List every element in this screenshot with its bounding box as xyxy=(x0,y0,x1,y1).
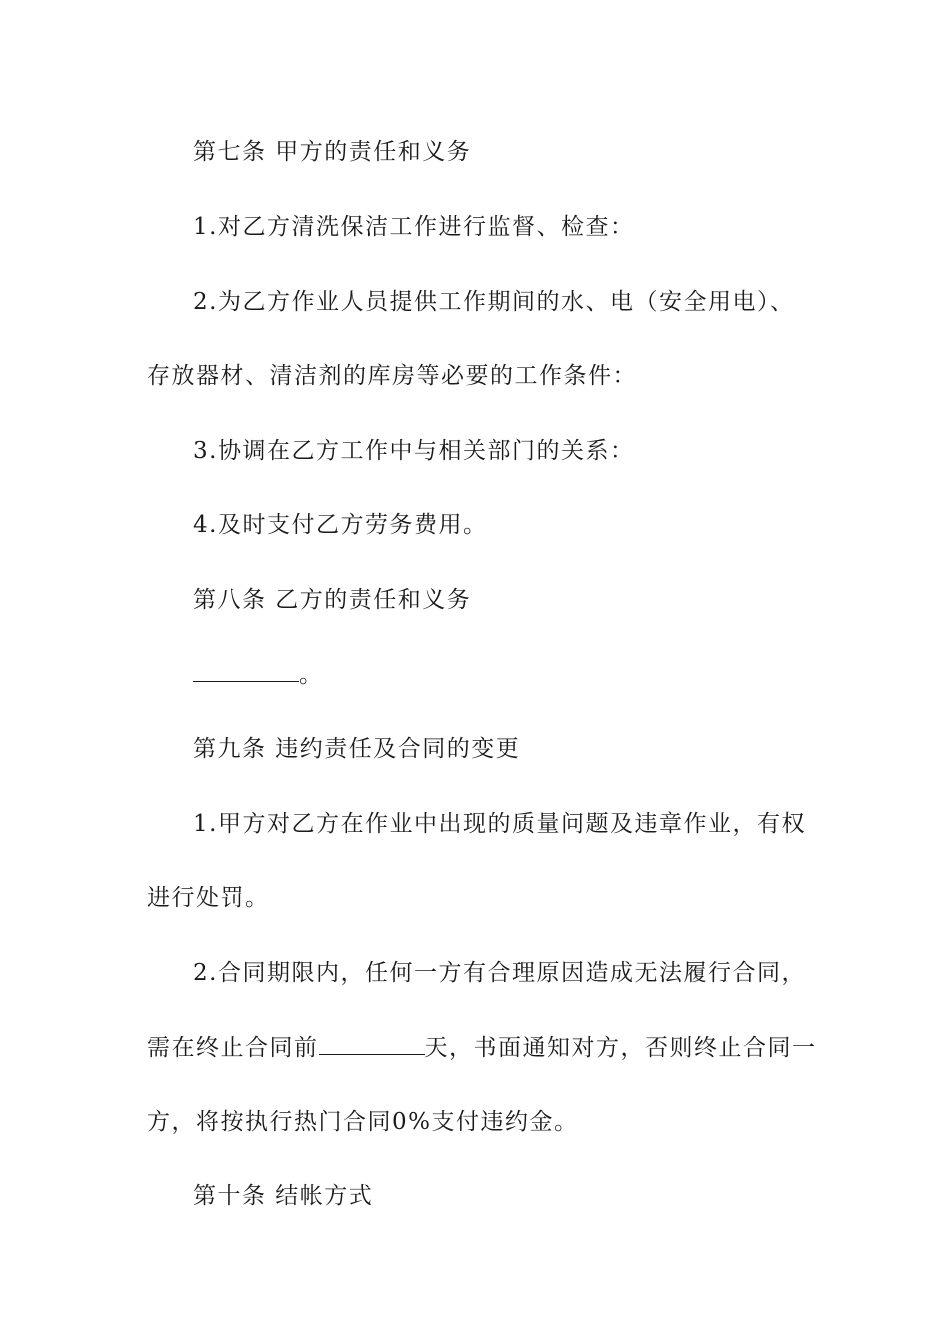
article-7-heading-text: 第七条 甲方的责任和义务 xyxy=(193,139,472,165)
article-9-heading-text: 第九条 违约责任及合同的变更 xyxy=(193,736,521,762)
notice-after-text: 天，书面通知对方，否则终止合同一 xyxy=(424,1035,817,1061)
fill-in-blank-days xyxy=(319,1032,425,1055)
article-9-item-1 xyxy=(193,809,806,839)
article-7-item-2-text: 2.为乙方作业人员提供工作期间的水、电（安全用电）、 xyxy=(193,289,795,315)
article-7-item-4 xyxy=(193,510,487,540)
article-10-heading-text: 第十条 结帐方式 xyxy=(193,1183,374,1209)
article-9-item-1-continued-text: 进行处罚。 xyxy=(147,885,270,911)
article-9-item-2 xyxy=(193,958,806,988)
article-7-item-4-text: 4.及时支付乙方劳务费用。 xyxy=(193,512,488,538)
article-9-heading xyxy=(193,734,520,764)
article-7-item-2-continued-text: 存放器材、清洁剂的库房等必要的工作条件： xyxy=(147,363,637,389)
article-7-item-3-text: 3.协调在乙方工作中与相关部门的关系： xyxy=(193,438,635,464)
article-7-item-3 xyxy=(193,436,634,466)
article-9-item-1-continued xyxy=(147,883,270,913)
article-8-heading-text: 第八条 乙方的责任和义务 xyxy=(193,587,472,613)
article-7-heading xyxy=(193,137,471,167)
article-9-item-2-continued xyxy=(147,1032,817,1063)
article-8-blank-line xyxy=(193,659,324,690)
article-8-heading xyxy=(193,585,471,615)
article-9-item-2-final xyxy=(147,1107,579,1137)
article-9-item-2-final-text: 方，将按执行热门合同0%支付违约金。 xyxy=(147,1109,579,1135)
article-10-heading xyxy=(193,1181,373,1211)
article-7-item-2 xyxy=(193,287,794,317)
article-7-item-1 xyxy=(193,212,634,242)
notice-before-text: 需在终止合同前 xyxy=(147,1035,319,1061)
article-7-item-1-text: 1.对乙方清洗保洁工作进行监督、检查： xyxy=(193,214,635,240)
article-9-item-2-text: 2.合同期限内，任何一方有合理原因造成无法履行合同， xyxy=(193,960,806,986)
article-7-item-2-continued xyxy=(147,361,637,391)
fill-in-blank xyxy=(193,659,299,682)
article-9-item-1-text: 1.甲方对乙方在作业中出现的质量问题及违章作业，有权 xyxy=(193,811,806,837)
article-8-period: 。 xyxy=(299,662,324,688)
